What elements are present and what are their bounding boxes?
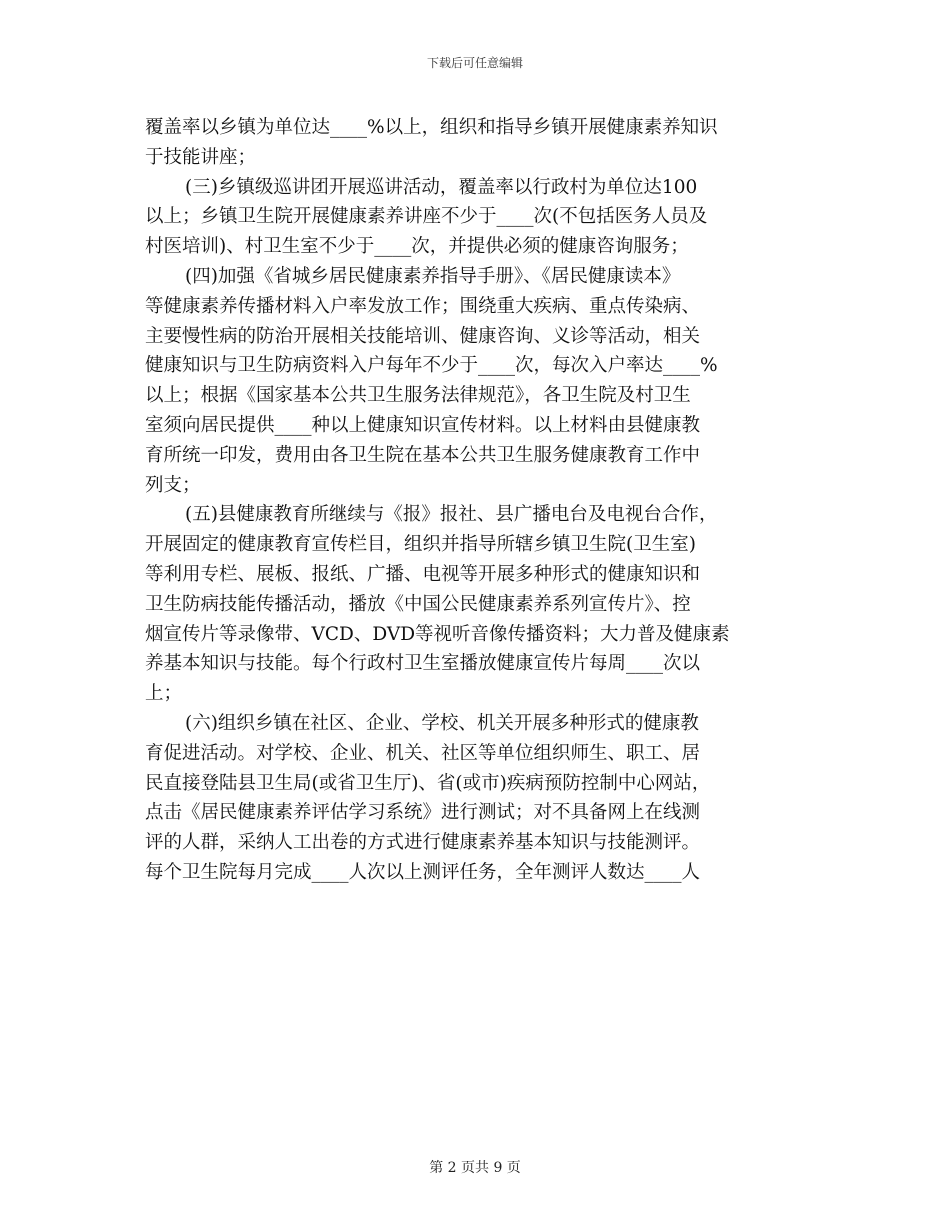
text-line: 开展固定的健康教育宣传栏目，组织并指导所辖乡镇卫生院(卫生室) [145, 534, 696, 556]
paragraph-four-start: (四)加强《省城乡居民健康素养指导手册》、《居民健康读本》 [185, 265, 681, 287]
text-line: 点击《居民健康素养评估学习系统》进行测试；对不具备网上在线测 [145, 802, 701, 824]
paragraph-five-start: (五)县健康教育所继续与《报》报社、县广播电台及电视台合作， [185, 504, 718, 526]
text-line: 等健康素养传播材料入户率发放工作；围绕重大疾病、重点传染病、 [145, 295, 701, 317]
text-line: 上； [145, 683, 183, 705]
text-line: 主要慢性病的防治开展相关技能培训、健康咨询、义诊等活动，相关 [145, 325, 701, 347]
paragraph-six-start: (六)组织乡镇在社区、企业、学校、机关开展多种形式的健康教 [185, 712, 699, 734]
paragraph-three-start: (三)乡镇级巡讲团开展巡讲活动，覆盖率以行政村为单位达100 [185, 176, 698, 198]
text-line: 以上；根据《国家基本公共卫生服务法律规范》，各卫生院及村卫生 [145, 385, 691, 407]
text-line: 健康知识与卫生防病资料入户每年不少于____次，每次入户率达____% [145, 355, 718, 377]
text-line: 育促进活动。对学校、企业、机关、社区等单位组织师生、职工、居 [145, 742, 701, 764]
text-line: 以上；乡镇卫生院开展健康素养讲座不少于____次(不包括医务人员及 [145, 206, 708, 228]
document-body [145, 113, 805, 888]
text-line: 每个卫生院每月完成____人次以上测评任务，全年测评人数达____人 [145, 861, 701, 883]
text-line: 列支； [145, 474, 201, 496]
text-line: 等利用专栏、展板、报纸、广播、电视等开展多种形式的健康知识和 [145, 563, 701, 585]
text-line: 村医培训)、村卫生室不少于____次，并提供必须的健康咨询服务； [145, 236, 689, 258]
text-line: 覆盖率以乡镇为单位达____%以上，组织和指导乡镇开展健康素养知识 [145, 117, 718, 138]
page-header: 下载后可任意编辑 [426, 56, 523, 70]
text-line: 养基本知识与技能。每个行政村卫生室播放健康宣传片每周____次以 [145, 653, 701, 675]
text-line: 烟宣传片等录像带、VCD、DVD等视听音像传播资料；大力普及健康素 [145, 623, 730, 645]
text-line: 卫生防病技能传播活动，播放《中国公民健康素养系列宣传片》、控 [145, 593, 691, 615]
text-line: 育所统一印发，费用由各卫生院在基本公共卫生服务健康教育工作中 [145, 444, 701, 466]
text-line: 评的人群，采纳人工出卷的方式进行健康素养基本知识与技能测评。 [145, 832, 701, 854]
page-number: 第 2 页共 9 页 [429, 1160, 521, 1176]
text-line: 于技能讲座； [145, 146, 257, 168]
text-line: 民直接登陆县卫生局(或省卫生厅)、省(或市)疾病预防控制中心网站， [145, 772, 711, 794]
text-line: 室须向居民提供____种以上健康知识宣传材料。以上材料由县健康教 [145, 414, 701, 436]
